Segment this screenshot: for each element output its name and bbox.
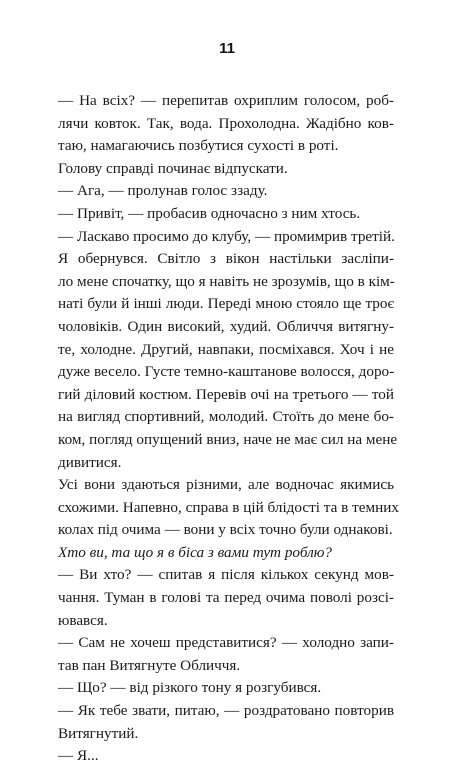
text-line: Голову справді починає відпускати. [58, 159, 288, 177]
text-line: — Ага, — пролунав голос ззаду. [58, 182, 268, 200]
text-line: — Привіт, — пробасив одночасно з ним хтось. [58, 204, 361, 222]
text-line: ло мене спочатку, що я навіть не зрозумів, що в кім- [58, 272, 395, 290]
text-line: Витягнутий. [58, 724, 139, 742]
body-text [58, 90, 399, 768]
text-line-italic: Хто ви, та що я в біса з вами тут роблю? [58, 543, 332, 561]
text-line: — Що? — від різкого тону я розгубився. [58, 679, 322, 697]
text-line: схожими. Напевно, справа в цій блідості та в темних [58, 498, 399, 516]
text-line: тав пан Витягнуте Обличчя. [58, 656, 241, 674]
text-line: лячи ковток. Так, вода. Прохолодна. Жадібно ков- [58, 114, 394, 132]
text-line: ювався. [58, 611, 108, 629]
text-line: Усі вони здаються різними, але водночас якимись [58, 476, 394, 494]
text-line: ком, погляд опущений вниз, наче не має сил на мене [58, 430, 398, 448]
text-line: гий діловий костюм. Перевів очі на третього — той [58, 385, 394, 403]
text-line: таю, намагаючись позбутися сухості в роті. [58, 137, 339, 155]
text-line: колах під очима — вони у всіх точно були однакові. [58, 521, 393, 539]
text-line: дуже весело. Густе темно-каштанове волосся, доро- [58, 363, 395, 381]
text-line: — Ви хто? — спитав я після кількох секунд мов- [58, 566, 394, 584]
page-number: 11 [219, 40, 235, 57]
text-line: — Сам не хочеш представитися? — холодно запи- [58, 634, 394, 652]
text-line: дивитися. [58, 453, 122, 471]
text-line: чоловіків. Один високий, худий. Обличчя витягну- [58, 317, 394, 335]
text-line: — Я... [58, 747, 99, 765]
text-line: на вигляд спортивний, молодий. Стоїть до мене бо- [58, 408, 394, 426]
text-line: чання. Туман в голові та перед очима поволі розсі- [58, 589, 394, 607]
text-line: — Як тебе звати, питаю, — роздратовано повторив [58, 702, 394, 720]
text-line: — Ласкаво просимо до клубу, — промимрив третій. [58, 227, 395, 245]
text-line: наті були й інші люди. Переді мною стояло ще троє [58, 295, 394, 313]
text-line: — На всіх? — перепитав охриплим голосом, роб- [58, 92, 394, 109]
text-line: Я обернувся. Світло з вікон настільки засліпи- [58, 250, 394, 268]
text-line: те, холодне. Другий, навпаки, посміхався. Хоч і не [58, 340, 394, 358]
